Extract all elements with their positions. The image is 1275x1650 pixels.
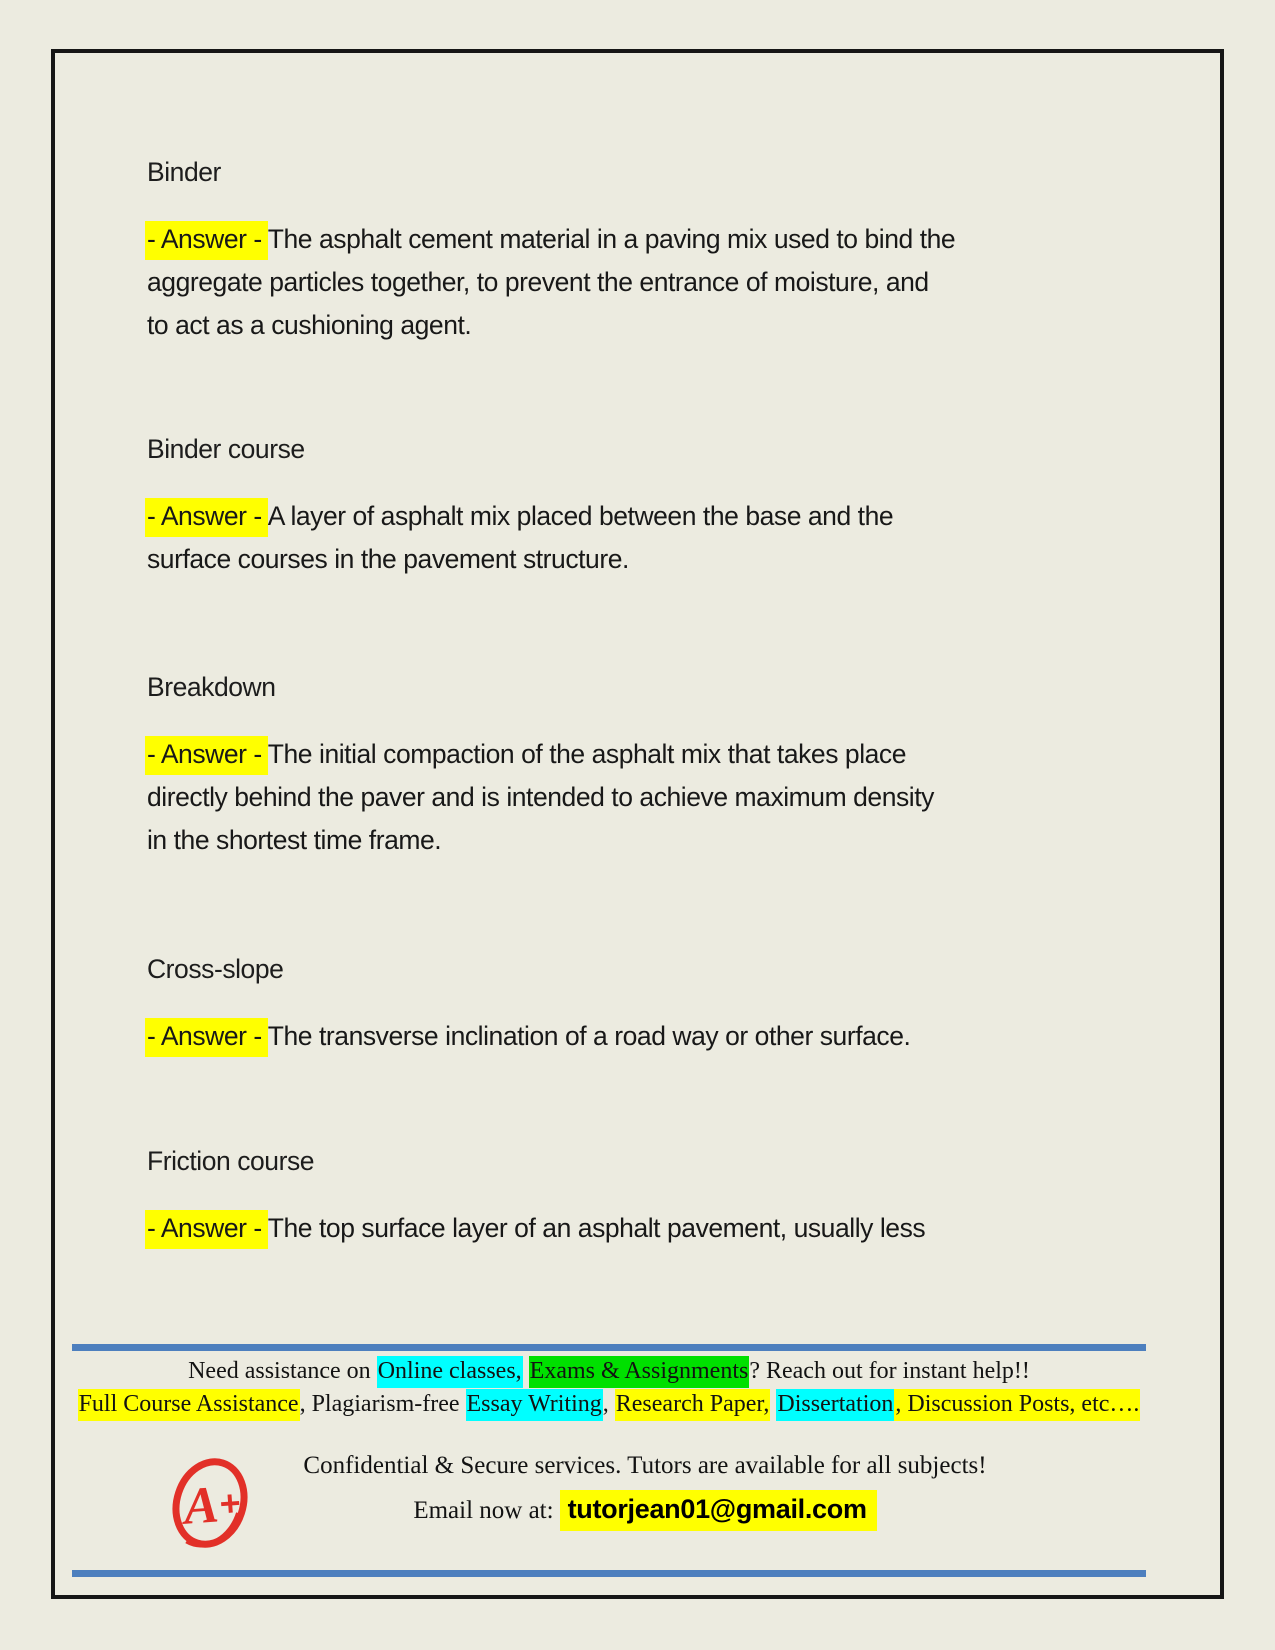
answer-label-highlight: - Answer - — [145, 1210, 268, 1249]
ad-highlight-green: Exams & Assignments — [529, 1356, 750, 1388]
answer-text: The top surface layer of an asphalt pavement, usually less — [267, 1213, 926, 1243]
ad-highlight-cyan: Online classes, — [377, 1356, 523, 1388]
ad-line-1 — [72, 1355, 1146, 1388]
section-breakdown — [147, 670, 934, 862]
ad-text: , Plagiarism-free — [299, 1391, 466, 1417]
answer-line: to act as a cushioning agent. — [147, 310, 472, 340]
ad-highlight-cyan: Essay Writing — [466, 1389, 603, 1421]
term-heading: Friction course — [147, 1146, 315, 1176]
answer-label-highlight: - Answer - — [145, 498, 268, 537]
answer-text: The initial compaction of the asphalt mix that takes place — [267, 739, 907, 769]
answer-label-highlight: - Answer - — [145, 736, 268, 775]
term-heading: Breakdown — [147, 672, 276, 702]
answer-line — [147, 218, 955, 261]
term-heading: Binder course — [147, 434, 305, 464]
answer-text: The transverse inclination of a road way or other surface. — [267, 1021, 911, 1051]
ad-line-2 — [72, 1388, 1146, 1421]
answer-text: The asphalt cement material in a paving mix used to bind the — [267, 224, 956, 254]
answer-line: in the shortest time frame. — [147, 825, 442, 855]
answer-paragraph — [147, 1015, 910, 1058]
ad-highlight-yellow: Full Course Assistance — [78, 1389, 300, 1421]
answer-line: aggregate particles together, to prevent the entrance of moisture, and — [147, 267, 929, 297]
footer-email-line — [145, 1494, 1145, 1525]
section-friction-course — [147, 1144, 925, 1250]
answer-paragraph — [147, 218, 955, 347]
answer-line: surface courses in the pavement structure. — [147, 544, 629, 574]
email-label: Email now at: — [413, 1497, 554, 1524]
answer-line — [147, 1207, 925, 1250]
page-frame — [51, 49, 1224, 1599]
answer-label-highlight: - Answer - — [145, 1018, 268, 1057]
answer-text: A layer of asphalt mix placed between the base and the — [267, 501, 894, 531]
footer-ads — [72, 1355, 1146, 1421]
footer-top-divider — [72, 1344, 1146, 1351]
answer-label-highlight: - Answer - — [145, 221, 268, 260]
answer-line — [147, 495, 893, 538]
footer-bottom-divider — [72, 1570, 1146, 1577]
svg-text:+: + — [218, 1481, 242, 1525]
email-address: tutorjean01@gmail.com — [560, 1490, 877, 1531]
footer-tagline: Confidential & Secure services. Tutors are available for all subjects! — [303, 1452, 987, 1479]
term-heading: Binder — [147, 157, 221, 187]
section-cross-slope — [147, 952, 910, 1058]
svg-text:A: A — [181, 1476, 221, 1536]
ad-text — [523, 1358, 529, 1384]
answer-paragraph — [147, 1207, 925, 1250]
ad-text: Need assistance on — [188, 1358, 377, 1384]
ad-highlight-cyan: Dissertation — [776, 1389, 894, 1421]
term-heading: Cross-slope — [147, 954, 284, 984]
answer-paragraph — [147, 495, 893, 581]
ad-highlight-yellow: , Discussion Posts, etc…. — [894, 1389, 1140, 1421]
ad-text: ? Reach out for instant help!! — [749, 1358, 1030, 1384]
ad-highlight-yellow: Research Paper, — [615, 1389, 771, 1421]
answer-paragraph — [147, 733, 934, 862]
answer-line: directly behind the paver and is intended to achieve maximum density — [147, 782, 934, 812]
answer-line — [147, 733, 934, 776]
ad-text: , — [602, 1391, 615, 1417]
answer-line — [147, 1015, 910, 1058]
section-binder — [147, 155, 955, 347]
section-binder-course — [147, 432, 893, 581]
